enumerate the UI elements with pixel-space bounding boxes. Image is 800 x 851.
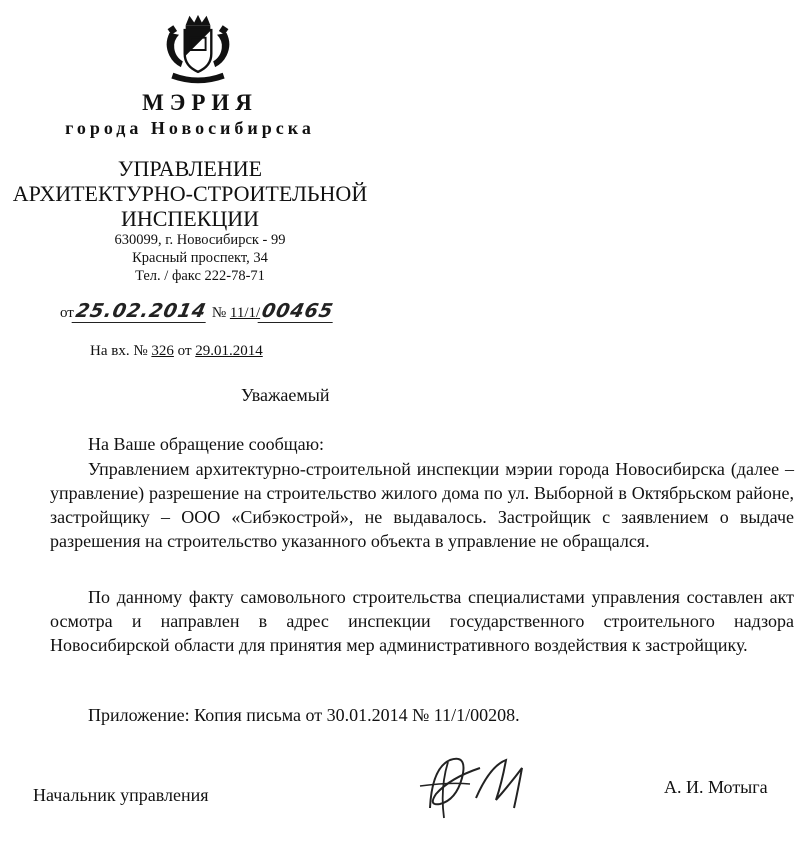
dept-line-3: ИНСПЕКЦИИ bbox=[120, 206, 260, 231]
dept-line-2: АРХИТЕКТУРНО-СТРОИТЕЛЬНОЙ bbox=[12, 181, 368, 206]
signatory-title: Начальник управления bbox=[33, 785, 209, 805]
reference-number-label: № bbox=[211, 305, 227, 321]
org-name: МЭРИЯ bbox=[142, 90, 258, 115]
incoming-number: 326 bbox=[151, 343, 174, 359]
outgoing-reference bbox=[60, 300, 335, 323]
letter-intro: На Ваше обращение сообщаю: bbox=[88, 434, 325, 454]
address-line-2: Красный проспект, 34 bbox=[132, 250, 268, 266]
incoming-date: 29.01.2014 bbox=[195, 343, 263, 359]
address-line-1: 630099, г. Новосибирск - 99 bbox=[114, 232, 286, 248]
incoming-from: от bbox=[177, 343, 192, 359]
org-city: города Новосибирска bbox=[65, 118, 315, 138]
reference-number-handwritten: 00465 bbox=[258, 300, 338, 323]
handwritten-signature-icon bbox=[410, 738, 540, 828]
reference-date: 25.02.2014 bbox=[71, 300, 210, 323]
reference-prefix: от bbox=[60, 305, 74, 321]
address-line-3: Тел. / факс 222-78-71 bbox=[135, 268, 265, 284]
attachment-note: Приложение: Копия письма от 30.01.2014 № 11/1/00208. bbox=[88, 705, 520, 725]
coat-of-arms-icon bbox=[160, 12, 236, 88]
letter-paragraph-2: По данному факту самовольного строительства специалистами управления составлен акт осмотра и направлен в адрес инспекции государственного строительного надзора Новосибирской области для принятия мер административного воздействия к застройщику. bbox=[50, 587, 794, 655]
incoming-label: На вх. № bbox=[90, 343, 148, 359]
incoming-reference bbox=[90, 343, 263, 360]
dept-line-1: УПРАВЛЕНИЕ bbox=[117, 156, 263, 181]
signatory-name: А. И. Мотыга bbox=[664, 777, 768, 797]
reference-number-printed: 11/1/ bbox=[229, 305, 261, 321]
greeting: Уважаемый bbox=[241, 385, 330, 405]
letter-paragraph-1: Управлением архитектурно-строительной инспекции мэрии города Новосибирска (далее – управление) разрешение на строительство жилого дома по ул. Выборной в Октябрьском районе, застройщику – ООО «Сибэкострой», не выдавалось. Застройщик с заявлением о выдаче разрешения на строительство указанного объекта в управление не обращался. bbox=[50, 459, 794, 551]
